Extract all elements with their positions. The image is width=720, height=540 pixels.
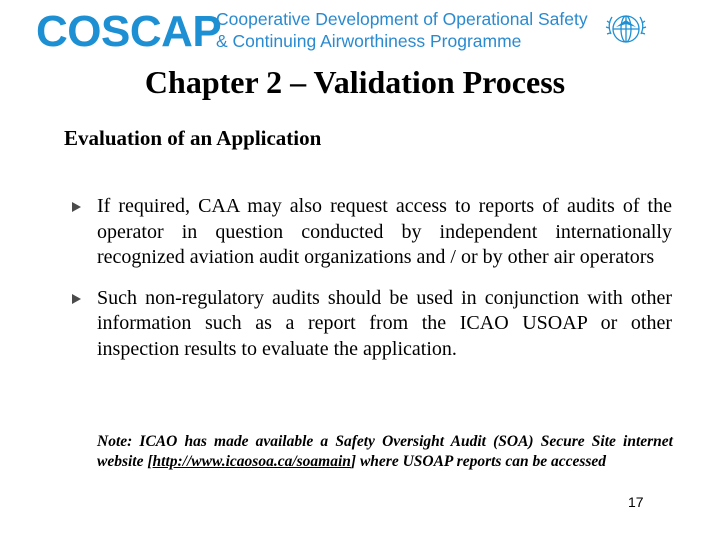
header-banner — [0, 0, 720, 58]
note-suffix: ] where USOAP reports can be accessed — [350, 452, 607, 470]
note-prefix: Note: ICAO has made available a Safety Oversight Audit (SOA) Secure Site internet website [ — [97, 433, 673, 470]
bullet-list — [0, 194, 720, 362]
slide-title: Chapter 2 – Validation Process — [144, 64, 566, 100]
list-item — [0, 286, 672, 363]
bullet-arrow-icon — [72, 294, 81, 304]
list-item — [0, 194, 672, 271]
bullet-text: Such non-regulatory audits should be used in conjunction with other information such as a report from the ICAO USOAP or other inspection results to evaluate the application. — [97, 286, 672, 360]
soa-website-link[interactable]: http://www.icaosoa.ca/soamain — [152, 452, 351, 470]
bullet-text: If required, CAA may also request access to reports of audits of the operator in question conducted by independent internationally recognized aviation audit organizations and / or by other air operators — [97, 195, 672, 268]
slide-subtitle: Evaluation of an Application — [64, 126, 322, 150]
bullet-arrow-icon — [72, 202, 81, 212]
tagline-line-1: Cooperative Development of Operational Safety — [216, 9, 588, 29]
tagline-line-2: & Continuing Airworthiness Programme — [216, 31, 522, 51]
coscap-logo: COSCAP — [36, 7, 222, 56]
note-text — [97, 432, 673, 471]
icao-emblem-icon — [598, 3, 654, 55]
page-number: 17 — [628, 494, 644, 510]
